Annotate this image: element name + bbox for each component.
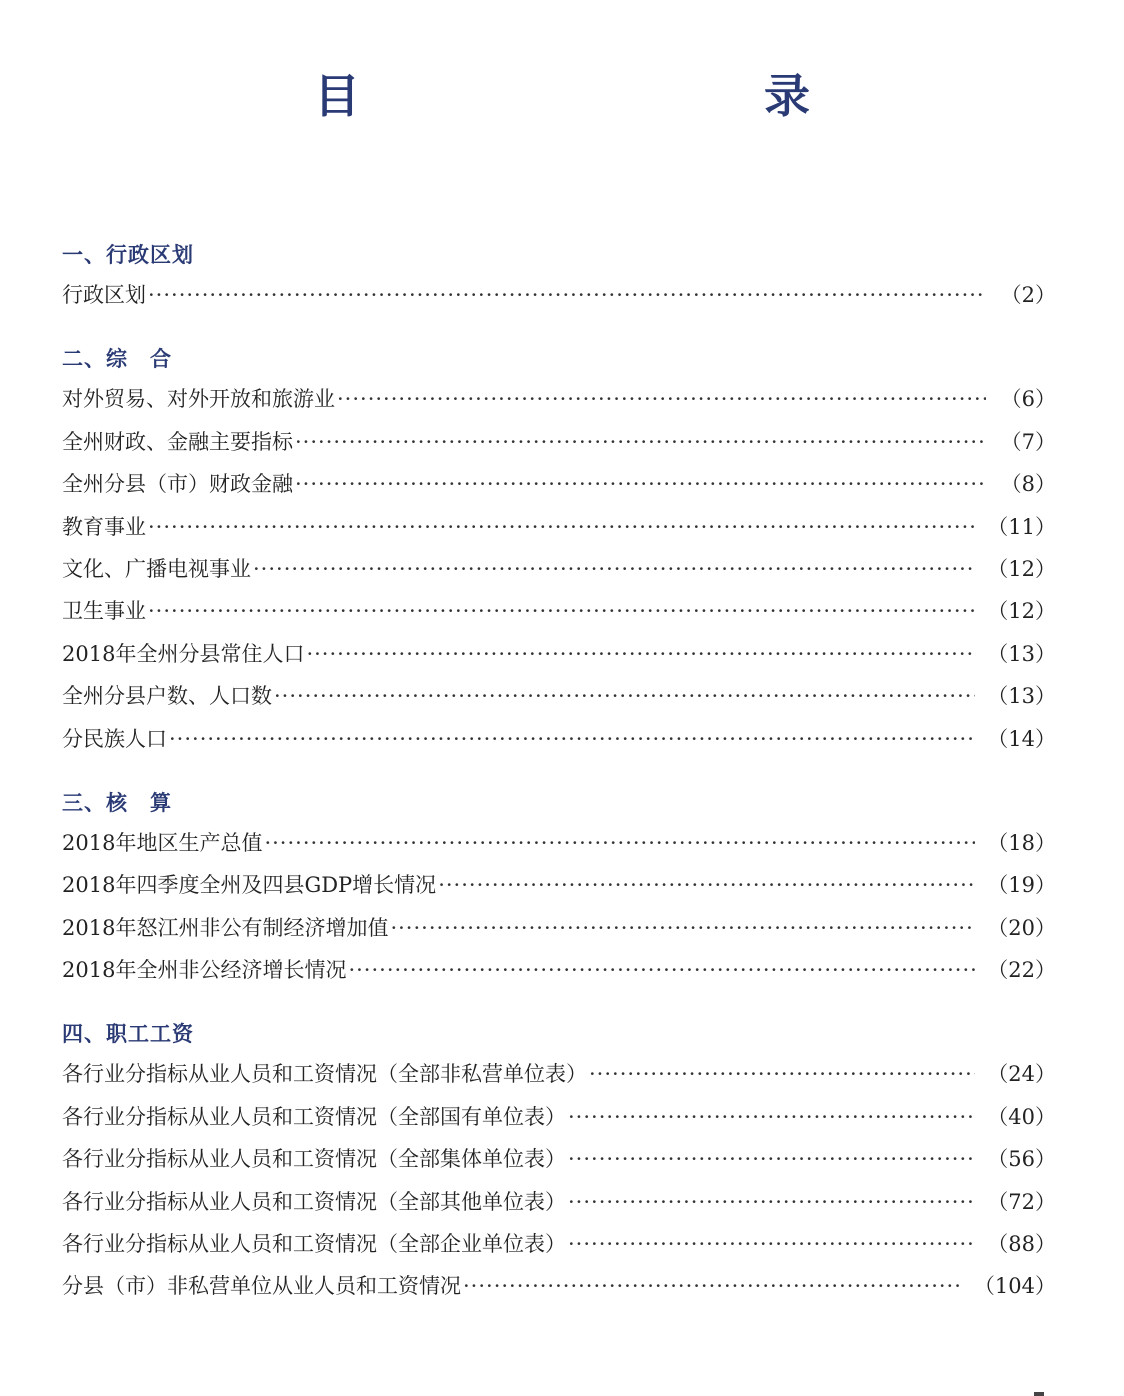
toc-entry[interactable] bbox=[62, 949, 1056, 991]
leader-dots bbox=[264, 822, 975, 864]
leader-dots bbox=[568, 1223, 975, 1265]
toc-entry[interactable] bbox=[62, 1138, 1056, 1180]
toc-entry-page: （104） bbox=[973, 1274, 1056, 1299]
toc-entry[interactable] bbox=[62, 1265, 1056, 1307]
toc-entry-page: （2） bbox=[1000, 283, 1056, 307]
toc-entry-text: 各行业分指标从业人员和工资情况（全部企业单位表） bbox=[62, 1232, 566, 1257]
toc-entry[interactable] bbox=[62, 1096, 1056, 1138]
toc-entry-page: （22） bbox=[987, 958, 1056, 983]
toc-entry[interactable] bbox=[62, 633, 1056, 675]
toc-entry[interactable] bbox=[62, 548, 1056, 590]
section-title: 四、职工工资 bbox=[62, 1022, 194, 1047]
leader-dots bbox=[568, 1138, 975, 1180]
section-employee-wages bbox=[62, 1015, 1056, 1307]
leader-dots bbox=[463, 1265, 962, 1307]
leader-dots bbox=[148, 506, 975, 548]
leader-dots bbox=[589, 1053, 975, 1095]
toc-entry-text: 各行业分指标从业人员和工资情况（全部集体单位表） bbox=[62, 1147, 566, 1172]
toc-entry-text: 2018年全州非公经济增长情况 bbox=[62, 958, 347, 983]
toc-entry-page: （88） bbox=[987, 1232, 1056, 1257]
toc-entry-page: （12） bbox=[987, 556, 1056, 581]
toc-entry-text: 分县（市）非私营单位从业人员和工资情况 bbox=[62, 1274, 461, 1299]
toc-entry-page: （72） bbox=[987, 1189, 1056, 1214]
toc-entry-page: （6） bbox=[1000, 387, 1056, 412]
toc-entry-text: 各行业分指标从业人员和工资情况（全部其他单位表） bbox=[62, 1189, 566, 1214]
toc-entry-page: （13） bbox=[987, 641, 1056, 666]
toc-entry[interactable] bbox=[62, 907, 1056, 949]
toc-entry[interactable] bbox=[62, 1181, 1056, 1223]
toc-entry[interactable] bbox=[62, 822, 1056, 864]
toc-entry-text: 2018年地区生产总值 bbox=[62, 830, 263, 855]
section-administrative-divisions bbox=[62, 236, 1056, 316]
leader-dots bbox=[390, 907, 975, 949]
toc-entry-page: （11） bbox=[987, 514, 1056, 539]
toc-entry-page: （13） bbox=[987, 684, 1056, 709]
toc-entry[interactable] bbox=[62, 718, 1056, 760]
toc-entry-text: 各行业分指标从业人员和工资情况（全部国有单位表） bbox=[62, 1104, 566, 1129]
leader-dots bbox=[295, 463, 986, 505]
toc-entry[interactable] bbox=[62, 378, 1056, 420]
toc-entry[interactable] bbox=[62, 675, 1056, 717]
leader-dots bbox=[438, 864, 975, 906]
toc-entry-page: （7） bbox=[1000, 429, 1056, 454]
leader-dots bbox=[148, 274, 986, 316]
toc-entry[interactable] bbox=[62, 864, 1056, 906]
toc-entry[interactable] bbox=[62, 506, 1056, 548]
page-title: 目 录 bbox=[314, 69, 914, 123]
leader-dots bbox=[306, 633, 975, 675]
section-title: 三、核 算 bbox=[62, 790, 172, 815]
toc-entry-page: （40） bbox=[987, 1104, 1056, 1129]
toc-entry-text: 全州分县（市）财政金融 bbox=[62, 472, 293, 497]
toc-entry-text: 对外贸易、对外开放和旅游业 bbox=[62, 387, 335, 412]
toc-entry[interactable] bbox=[62, 463, 1056, 505]
toc-entry-page: （19） bbox=[987, 873, 1056, 898]
toc-entry-page: （8） bbox=[1000, 472, 1056, 497]
leader-dots bbox=[148, 590, 975, 632]
section-general bbox=[62, 340, 1056, 760]
toc-entry-text: 行政区划 bbox=[62, 283, 146, 307]
toc-entry-page: （20） bbox=[987, 915, 1056, 940]
toc-entry-text: 2018年四季度全州及四县GDP增长情况 bbox=[62, 873, 437, 898]
toc-entry-text: 各行业分指标从业人员和工资情况（全部非私营单位表） bbox=[62, 1062, 587, 1087]
toc-entry-text: 卫生事业 bbox=[62, 599, 146, 624]
leader-dots bbox=[295, 421, 986, 463]
toc-entry-text: 教育事业 bbox=[62, 514, 146, 539]
leader-dots bbox=[337, 378, 986, 420]
toc-entry-text: 分民族人口 bbox=[62, 726, 167, 751]
leader-dots bbox=[568, 1181, 975, 1223]
toc-entry-page: （18） bbox=[987, 830, 1056, 855]
leader-dots bbox=[274, 675, 975, 717]
toc-entry[interactable] bbox=[62, 1223, 1056, 1265]
toc-entry-text: 全州分县户数、人口数 bbox=[62, 684, 272, 709]
section-accounting bbox=[62, 784, 1056, 992]
toc-entry-page: （56） bbox=[987, 1147, 1056, 1172]
toc-entry-page: （24） bbox=[987, 1062, 1056, 1087]
leader-dots bbox=[253, 548, 975, 590]
toc-entry[interactable] bbox=[62, 274, 1056, 316]
toc-entry[interactable] bbox=[62, 590, 1056, 632]
toc-entry-text: 全州财政、金融主要指标 bbox=[62, 429, 293, 454]
toc-entry[interactable] bbox=[62, 421, 1056, 463]
leader-dots bbox=[169, 718, 975, 760]
toc-entry[interactable] bbox=[62, 1053, 1056, 1095]
toc-entry-page: （12） bbox=[987, 599, 1056, 624]
page-number-mark bbox=[1034, 1392, 1044, 1396]
toc-entry-text: 2018年怒江州非公有制经济增加值 bbox=[62, 915, 389, 940]
toc-entry-page: （14） bbox=[987, 726, 1056, 751]
leader-dots bbox=[568, 1096, 975, 1138]
leader-dots bbox=[348, 949, 975, 991]
toc-entry-text: 2018年全州分县常住人口 bbox=[62, 641, 305, 666]
section-title: 一、行政区划 bbox=[62, 243, 194, 267]
section-title: 二、综 合 bbox=[62, 347, 172, 372]
toc-entry-text: 文化、广播电视事业 bbox=[62, 556, 251, 581]
table-of-contents bbox=[62, 236, 1056, 1332]
